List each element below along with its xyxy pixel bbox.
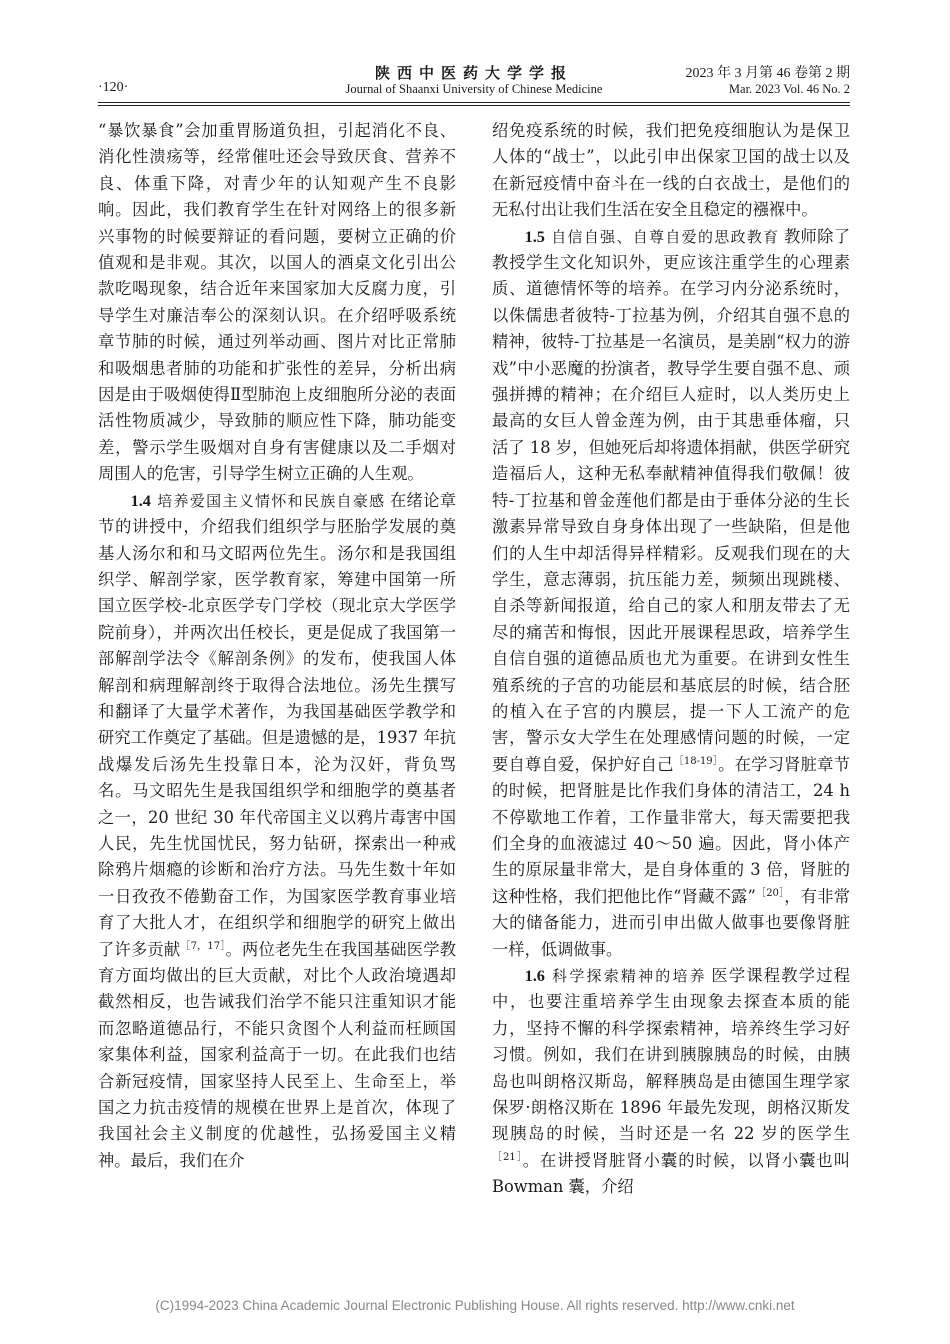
citation[interactable]: ［20］ bbox=[755, 887, 785, 899]
citation[interactable]: ［18-19］ bbox=[673, 755, 719, 767]
page-number: ·120· bbox=[98, 80, 129, 95]
issue-info-cn: 2023 年 3 月第 46 卷第 2 期 bbox=[685, 66, 850, 81]
header-rule-top bbox=[98, 102, 850, 103]
right-column bbox=[492, 118, 850, 1201]
section-number: 1.4 bbox=[130, 490, 151, 510]
header-rule-bottom bbox=[98, 105, 850, 106]
section-title: 自信自强、自尊自爱的思政教育 bbox=[550, 227, 780, 246]
paragraph-continued: 绍免疫系统的时候，我们把免疫细胞认为是保卫人体的“战士”，以此引申出保家卫国的战士以及在新冠疫情中奋斗在一线的白衣战士，是他们的无私付出让我们生活在安全且稳定的襁褓中。 bbox=[492, 121, 850, 220]
section-text: 在绪论章节的讲授中，介绍我们组织学与胚胎学发展的奠基人汤尔和和马文昭两位先生。汤尔和是我国组织学、解剖学家，医学教育家，筹建中国第一所国立医学校-北京医学专门学校（现北京大学医学院前身），并两次出任校长，更是促成了我国第一部解剖学法令《解剖条例》的发布，使我国人体解剖和病理解剖终于取得合法地位。汤先生撰写和翻译了大量学术著作，为我国基础医学教学和研究工作奠定了基础。但是遗憾的是，1937 年抗战爆发后汤先生投靠日本，沦为汉奸，背负骂名。马文昭先生是我国组织学和细胞学的奠基者之一，20 世纪 30 年代帝国主义以鸦片毒害中国人民，先生忧国忧民，努力钻研，探索出一种戒除鸦片烟瘾的诊断和治疗方法。马先生数十年如一日孜孜不倦勤奋工作，为国家医学教育事业培育了大批人才，在组织学和细胞学的研究上做出了许多贡献 bbox=[98, 490, 456, 959]
journal-title-en: Journal of Shaanxi University of Chinese Medicine bbox=[345, 82, 603, 96]
citation[interactable]: ［21］ bbox=[492, 1151, 523, 1163]
citation[interactable]: ［7，17］ bbox=[180, 940, 226, 952]
journal-title-cn: 陕西中医药大学学报 bbox=[374, 64, 573, 82]
page-header bbox=[98, 58, 850, 100]
section-text: 。在讲授肾脏肾小囊的时候，以肾小囊也叫 Bowman 囊，介绍 bbox=[492, 1150, 850, 1197]
section-title: 科学探索精神的培养 bbox=[550, 967, 707, 985]
section-text: 医学课程教学过程中，也要注重培养学生由现象去探查本质的能力，坚持不懈的科学探索精神，培养终生学习好习惯。例如，我们在讲到胰腺胰岛的时候，由胰岛也叫朗格汉斯岛，解释胰岛是由德国生理学家保罗·朗格汉斯在 1896 年最先发现，朗格汉斯发现胰岛的时候，当时还是一名 22 岁的医学生 bbox=[492, 966, 850, 1144]
section-number: 1.6 bbox=[524, 966, 545, 985]
paragraph-continued: “暴饮暴食”会加重胃肠道负担，引起消化不良、消化性溃疡等，经常催吐还会导致厌食、营养不良、体重下降，对青少年的认知观产生不良影响。因此，我们教育学生在针对网络上的很多新兴事物的时候要辩证的看问题，要树立正确的价值观和是非观。其次，以国人的酒桌文化引出公款吃喝现象，结合近年来国家加大反腐力度，引导学生对廉洁奉公的深刻认识。在介绍呼吸系统章节肺的时候，通过列举动画、图片对比正常肺和吸烟患者肺的功能和扩张性的差异，分析出病因是由于吸烟使得Ⅱ型肺泡上皮细胞所分泌的表面活性物质减少，导致肺的顺应性下降，肺功能变差，警示学生吸烟对自身有害健康以及二手烟对周围人的危害，引导学生树立正确的人生观。 bbox=[98, 121, 456, 484]
section-text: ，有非常大的储备能力，进而引申出做人做事也要像肾脏一样，低调做事。 bbox=[492, 886, 850, 959]
section-1-4 bbox=[98, 488, 456, 1175]
section-text: 教师除了教授学生文化知识外，更应该注重学生的心理素质、道德情怀等的培养。在学习内分泌系统时，以侏儒患者彼特-丁拉基为例，介绍其自强不息的精神，彼特-丁拉基是一名演员，是美剧“权力的游戏”中小恶魔的扮演者，教导学生要自强不息、顽强拼搏的精神；在介绍巨人症时，以人类历史上最高的女巨人曾金莲为例，由于其患垂体瘤，只活了 18 岁，但她死后却将遗体捐献，供医学研究造福后人，这种无私奉献精神值得我们敬佩！彼特-丁拉基和曾金莲他们都是由于垂体分泌的生长激素异常导致自身身体出现了一些缺陷，但是他们的人生中却活得异样精彩。反观我们现在的大学生，意志薄弱，抗压能力差，频频出现跳楼、自杀等新闻报道，给自己的家人和朋友带去了无尽的痛苦和悔恨，因此开展课程思政，培养学生自信自强的道德品质也尤为重要。在讲到女性生殖系统的子宫的功能层和基底层的时候，结合胚的植入在子宫的内膜层，提一下人工流产的危害，警示女大学生在处理感情问题的时候，一定要自尊自爱，保护好自己 bbox=[492, 226, 850, 774]
section-1-6 bbox=[492, 963, 850, 1201]
section-title: 培养爱国主义情怀和民族自豪感 bbox=[156, 491, 386, 510]
left-column bbox=[98, 118, 456, 1174]
section-text: 。在学习肾脏章节的时候，把肾脏是比作我们身体的清洁工，24 h 不停歇地工作着，工作量非常大，每天需要把我们全身的血液滤过 40～50 遍。因此，肾小体产生的原尿量非常大，是自身体重的 3 倍，肾脏的这种性格，我们把他比作“肾藏不露” bbox=[492, 754, 850, 906]
section-number: 1.5 bbox=[524, 226, 545, 246]
section-1-5 bbox=[492, 224, 850, 963]
section-text: 。两位老先生在我国基础医学教育方面均做出的巨大贡献，对比个人政治境遇却截然相反，也告诫我们治学不能只注重知识才能而忽略道德品行，不能只贪图个人利益而枉顾国家集体利益，国家利益高于一切。在此我们也结合新冠疫情，国家坚持人民至上、生命至上，举国之力抗击疫情的规模在世界上是首次，体现了我国社会主义制度的优越性，弘扬爱国主义精神。最后，我们在介 bbox=[98, 939, 456, 1170]
issue-info-en: Mar. 2023 Vol. 46 No. 2 bbox=[728, 82, 850, 96]
copyright-footer: (C)1994-2023 China Academic Journal Electronic Publishing House. All rights reserved. http://www.cnki.net bbox=[155, 1298, 795, 1313]
